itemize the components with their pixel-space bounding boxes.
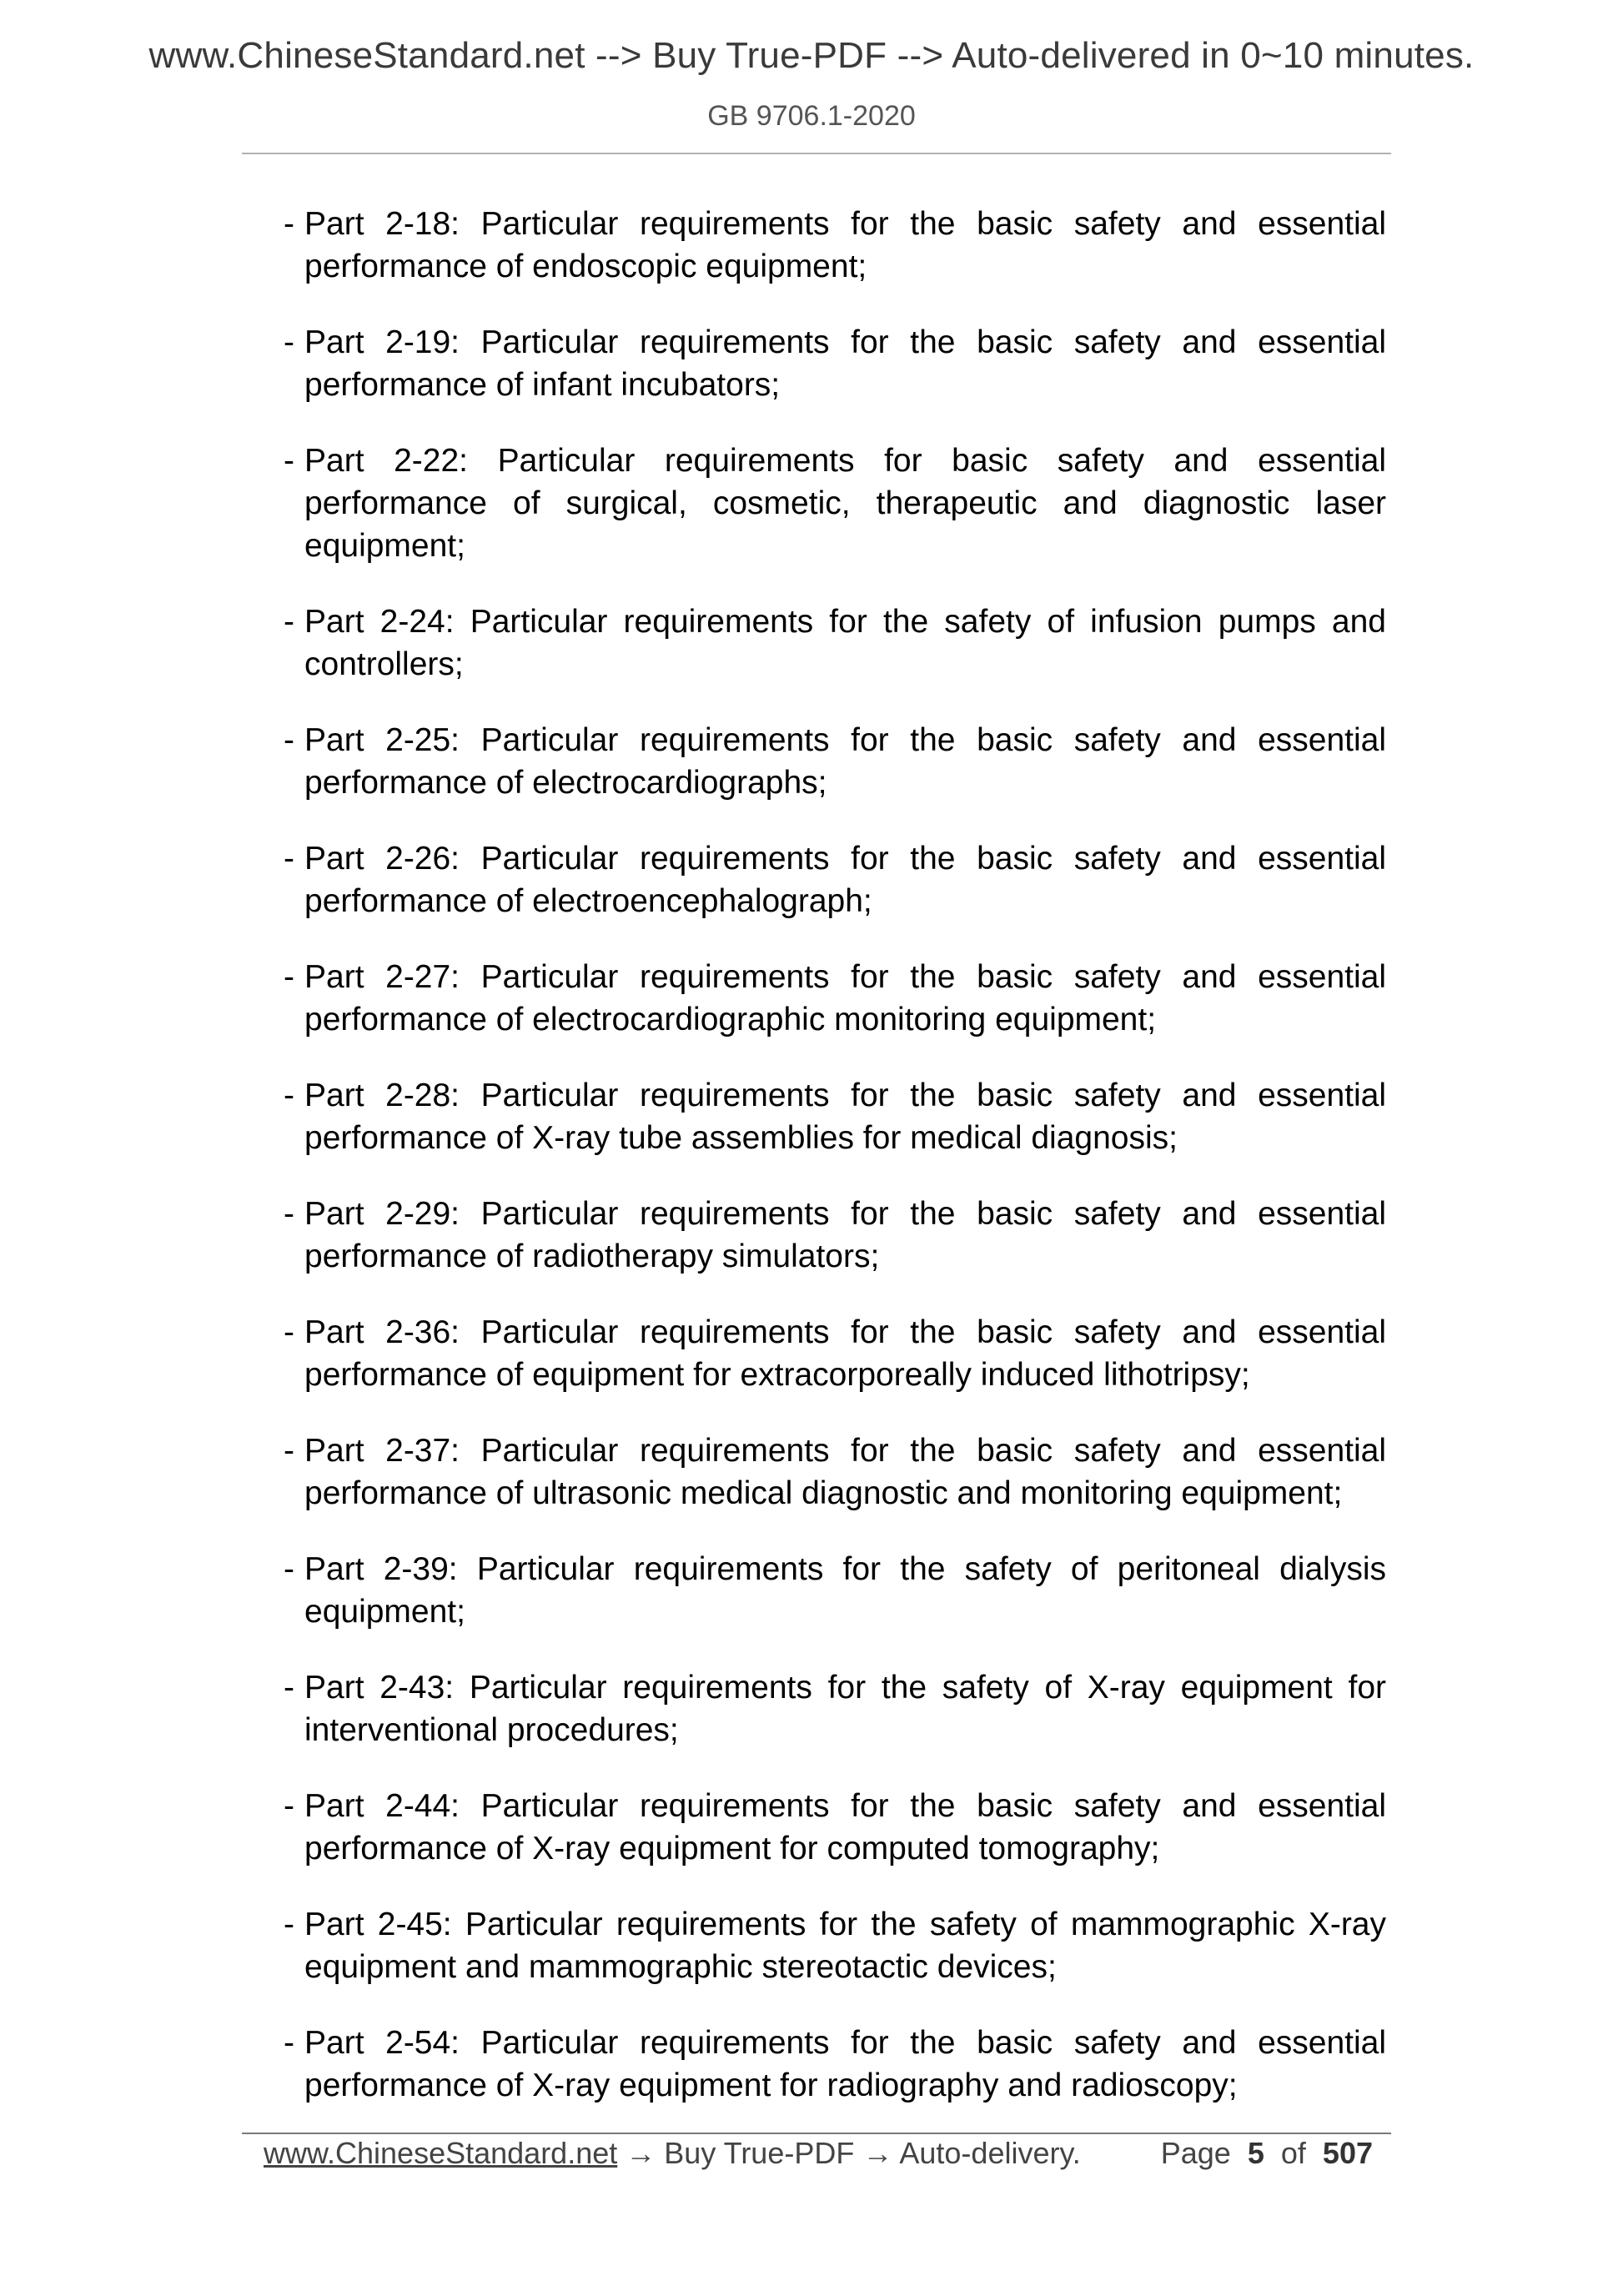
standards-list	[284, 203, 1386, 2140]
footer-divider	[242, 2133, 1391, 2134]
list-dash: -	[284, 1078, 294, 1113]
list-dash: -	[284, 1196, 294, 1232]
list-item	[284, 1074, 1386, 1159]
document-number: GB 9706.1-2020	[707, 100, 916, 132]
list-dash: -	[284, 841, 294, 877]
footer-links	[264, 2136, 1081, 2171]
list-item-text: Part 2-36: Particular requirements for the basic safety and essential performance of equipment for extracorporeally induced lithotripsy;	[304, 1314, 1386, 1393]
list-item	[284, 1429, 1386, 1515]
list-item-text: Part 2-25: Particular requirements for the basic safety and essential performance of electrocardiographs;	[304, 722, 1386, 801]
page-total: 507	[1322, 2136, 1373, 2170]
list-item	[284, 1903, 1386, 1988]
list-item	[284, 956, 1386, 1041]
list-item	[284, 1193, 1386, 1278]
list-item	[284, 440, 1386, 567]
header-divider	[242, 153, 1391, 154]
page-footer	[264, 2136, 1373, 2178]
list-dash: -	[284, 2025, 294, 2061]
footer-buy-text: Buy True-PDF	[664, 2136, 855, 2170]
of-label: of	[1280, 2136, 1306, 2170]
list-item	[284, 1311, 1386, 1396]
arrow-right-icon: →	[862, 2136, 893, 2170]
list-item-text: Part 2-27: Particular requirements for the basic safety and essential performance of electrocardiographic monitoring equipment;	[304, 959, 1386, 1037]
list-item	[284, 719, 1386, 804]
list-dash: -	[284, 959, 294, 995]
list-dash: -	[284, 206, 294, 242]
footer-delivery-text: Auto-delivery.	[899, 2136, 1081, 2170]
list-item	[284, 1548, 1386, 1633]
page-indicator	[1161, 2136, 1373, 2171]
footer-site-link[interactable]: www.ChineseStandard.net	[264, 2136, 618, 2170]
list-dash: -	[284, 324, 294, 360]
arrow-right-icon: →	[626, 2136, 656, 2170]
list-item	[284, 1666, 1386, 1751]
list-item-text: Part 2-18: Particular requirements for the basic safety and essential performance of endoscopic equipment;	[304, 206, 1386, 284]
list-item	[284, 203, 1386, 288]
list-item-text: Part 2-22: Particular requirements for basic safety and essential performance of surgical, cosmetic, therapeutic and diagnostic laser equipment;	[304, 443, 1386, 564]
list-item-text: Part 2-24: Particular requirements for the safety of infusion pumps and controllers;	[304, 604, 1386, 682]
list-dash: -	[284, 722, 294, 758]
list-item-text: Part 2-54: Particular requirements for the basic safety and essential performance of X-ray equipment for radiography and radioscopy;	[304, 2025, 1386, 2103]
header-banner: www.ChineseStandard.net --> Buy True-PDF --> Auto-delivered in 0~10 minutes.	[148, 35, 1475, 76]
list-item	[284, 1785, 1386, 1870]
list-dash: -	[284, 1907, 294, 1942]
list-item-text: Part 2-37: Particular requirements for the basic safety and essential performance of ultrasonic medical diagnostic and monitoring equipment;	[304, 1433, 1386, 1511]
list-item	[284, 2022, 1386, 2107]
list-dash: -	[284, 1788, 294, 1824]
list-dash: -	[284, 1670, 294, 1706]
list-item-text: Part 2-45: Particular requirements for the safety of mammographic X-ray equipment and mammographic stereotactic devices;	[304, 1907, 1386, 1985]
list-dash: -	[284, 1314, 294, 1350]
page-current: 5	[1247, 2136, 1264, 2170]
list-item	[284, 837, 1386, 922]
list-item-text: Part 2-39: Particular requirements for the safety of peritoneal dialysis equipment;	[304, 1551, 1386, 1630]
list-item-text: Part 2-26: Particular requirements for the basic safety and essential performance of electroencephalograph;	[304, 841, 1386, 919]
list-item	[284, 600, 1386, 686]
list-item-text: Part 2-43: Particular requirements for the safety of X-ray equipment for interventional procedures;	[304, 1670, 1386, 1748]
list-item-text: Part 2-44: Particular requirements for the basic safety and essential performance of X-ray equipment for computed tomography;	[304, 1788, 1386, 1866]
list-item-text: Part 2-28: Particular requirements for the basic safety and essential performance of X-ray tube assemblies for medical diagnosis;	[304, 1078, 1386, 1156]
list-dash: -	[284, 1433, 294, 1469]
page-label: Page	[1160, 2136, 1231, 2170]
list-item-text: Part 2-19: Particular requirements for the basic safety and essential performance of infant incubators;	[304, 324, 1386, 403]
list-item	[284, 321, 1386, 406]
list-dash: -	[284, 604, 294, 640]
list-dash: -	[284, 443, 294, 479]
list-dash: -	[284, 1551, 294, 1587]
list-item-text: Part 2-29: Particular requirements for the basic safety and essential performance of radiotherapy simulators;	[304, 1196, 1386, 1274]
